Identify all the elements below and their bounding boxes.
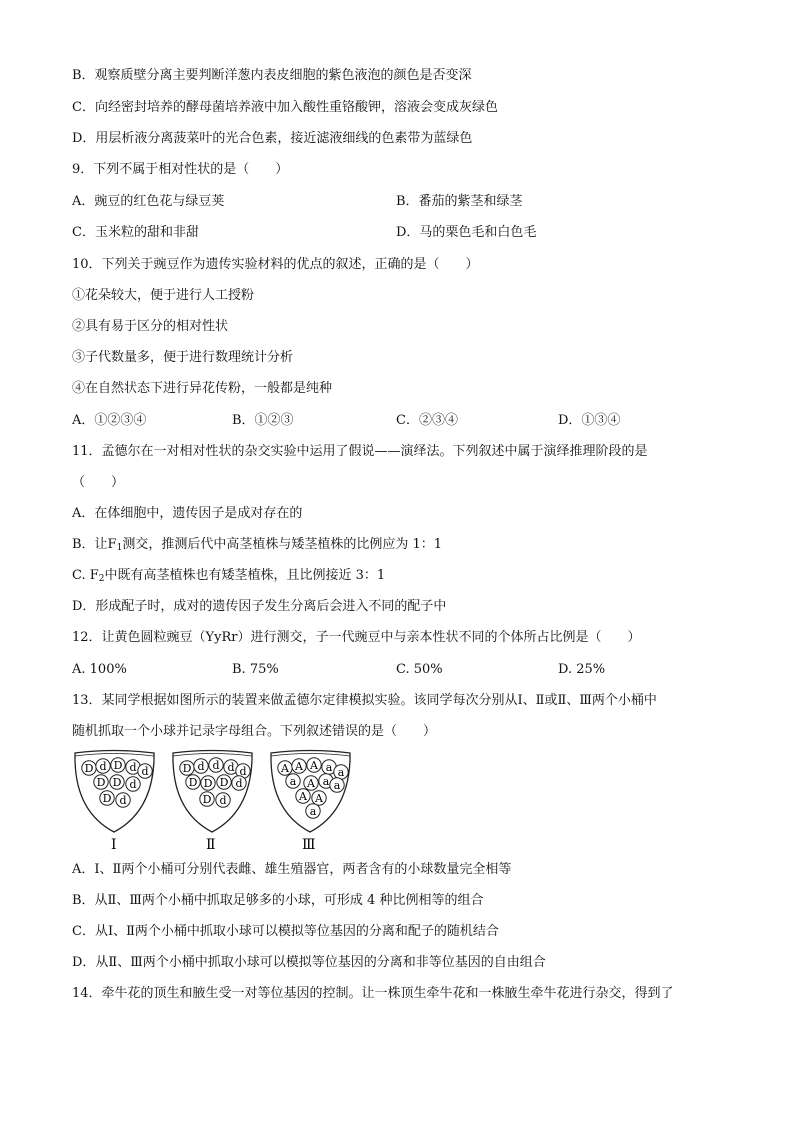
bucket-3 bbox=[271, 751, 350, 853]
ball-letter: D bbox=[188, 776, 198, 789]
q8-option-b: B．观察质壁分离主要判断洋葱内表皮细胞的紫色液泡的颜色是否变深 bbox=[72, 68, 472, 83]
ball-letter: D bbox=[182, 762, 192, 775]
ball-letter: a bbox=[322, 775, 330, 788]
ball-letter: A bbox=[299, 790, 307, 803]
ball-letter: d bbox=[235, 777, 243, 790]
ball-letter: d bbox=[227, 761, 235, 774]
q13-stem-cont: 随机抓取一个小球并记录字母组合。下列叙述错误的是（ ） bbox=[72, 724, 437, 739]
ball-letter: a bbox=[289, 775, 297, 788]
ball-letter: D bbox=[84, 762, 94, 775]
ball-letter: d bbox=[99, 760, 107, 773]
q13-stem: 13．某同学根据如图所示的装置来做孟德尔定律模拟实验。该同学每次分别从Ⅰ、Ⅱ或Ⅱ、Ⅲ两个小桶中 bbox=[72, 693, 657, 708]
q10-item-2: ②具有易于区分的相对性状 bbox=[72, 319, 229, 334]
q12-stem: 12．让黄色圆粒豌豆（YyRr）进行测交，子一代豌豆中与亲本性状不同的个体所占比例是（ ） bbox=[72, 630, 641, 645]
ball-letter: A bbox=[295, 760, 303, 773]
bucket-2 bbox=[173, 751, 252, 853]
q11-option-b: B．让$F_1$测交，推测后代中高茎植株与矮茎植株的比例应为 1：1 bbox=[72, 537, 442, 553]
bucket-1-label: Ⅰ bbox=[111, 837, 117, 852]
bucket-1 bbox=[75, 751, 154, 853]
q10-item-3: ③子代数量多，便于进行数理统计分析 bbox=[72, 350, 294, 365]
q11-stem-cont: （ ） bbox=[72, 475, 125, 490]
bucket-figure bbox=[72, 748, 372, 852]
q13-option-a: A．Ⅰ、Ⅱ两个小桶可分别代表雌、雄生殖器官，两者含有的小球数量完全相等 bbox=[72, 862, 512, 877]
q10-option-c: C．②③④ bbox=[396, 413, 458, 428]
ball-letter: a bbox=[325, 761, 333, 774]
ball-letter: D bbox=[96, 776, 106, 789]
q13-option-b: B．从Ⅱ、Ⅲ两个小桶中抓取足够多的小球，可形成 4 种比例相等的组合 bbox=[72, 893, 484, 908]
ball-letter: A bbox=[307, 777, 315, 790]
q13-option-d: D．从Ⅱ、Ⅲ两个小桶中抓取小球可以模拟等位基因的分离和非等位基因的自由组合 bbox=[72, 955, 546, 970]
ball-letter: D bbox=[102, 792, 112, 805]
q8-option-c: C．向经密封培养的酵母菌培养液中加入酸性重铬酸钾，溶液会变成灰绿色 bbox=[72, 100, 498, 115]
q10-item-4: ④在自然状态下进行异花传粉，一般都是纯种 bbox=[72, 381, 333, 396]
ball-letter: D bbox=[219, 776, 229, 789]
q9-option-d: D．马的栗色毛和白色毛 bbox=[396, 225, 537, 240]
q10-option-d: D．①③④ bbox=[558, 413, 621, 428]
q11-option-c: C. $F_2$中既有高茎植株也有矮茎植株，且比例接近 3：1 bbox=[72, 568, 386, 584]
bucket-2-label: Ⅱ bbox=[206, 837, 216, 852]
q9-option-b: B．番茄的紫茎和绿茎 bbox=[396, 194, 523, 209]
q9-option-c: C．玉米粒的甜和非甜 bbox=[72, 225, 199, 240]
ball-letter: A bbox=[310, 759, 318, 772]
ball-letter: A bbox=[315, 792, 323, 805]
ball-letter: D bbox=[203, 777, 213, 790]
q11-stem: 11．孟德尔在一对相对性状的杂交实验中运用了假说——演绎法。下列叙述中属于演绎推理阶段的是 bbox=[72, 444, 648, 459]
ball-letter: d bbox=[129, 778, 137, 791]
q12-option-c: C. 50% bbox=[396, 662, 443, 677]
ball-letter: d bbox=[239, 765, 247, 778]
ball-letter: D bbox=[202, 793, 212, 806]
ball-letter: d bbox=[141, 765, 149, 778]
ball-letter: a bbox=[309, 805, 317, 818]
q10-item-1: ①花朵较大，便于进行人工授粉 bbox=[72, 288, 255, 303]
q11-option-a: A．在体细胞中，遗传因子是成对存在的 bbox=[72, 506, 303, 521]
q13-option-c: C．从Ⅰ、Ⅱ两个小桶中抓取小球可以模拟等位基因的分离和配子的随机结合 bbox=[72, 924, 499, 939]
q10-option-b: B．①②③ bbox=[232, 413, 294, 428]
q10-option-a: A．①②③④ bbox=[72, 413, 147, 428]
q9-stem: 9．下列不属于相对性状的是（ ） bbox=[72, 162, 289, 177]
ball-letter: a bbox=[333, 779, 341, 792]
ball-letter: d bbox=[129, 761, 137, 774]
ball-letter: D bbox=[112, 776, 122, 789]
ball-letter: a bbox=[337, 766, 345, 779]
q12-option-a: A. 100% bbox=[72, 662, 127, 677]
ball-letter: d bbox=[212, 759, 220, 772]
q10-stem: 10．下列关于豌豆作为遗传实验材料的优点的叙述，正确的是（ ） bbox=[72, 257, 479, 272]
ball-letter: d bbox=[119, 794, 127, 807]
q11-option-d: D．形成配子时，成对的遗传因子发生分离后会进入不同的配子中 bbox=[72, 599, 447, 614]
ball-letter: d bbox=[219, 794, 227, 807]
ball-letter: A bbox=[281, 762, 289, 775]
q9-option-a: A．豌豆的红色花与绿豆荚 bbox=[72, 194, 225, 209]
q12-option-b: B. 75% bbox=[232, 662, 279, 677]
q12-option-d: D. 25% bbox=[558, 662, 606, 677]
bucket-3-label: Ⅲ bbox=[302, 837, 316, 852]
q8-option-d: D．用层析液分离菠菜叶的光合色素，接近滤液细线的色素带为蓝绿色 bbox=[72, 131, 473, 146]
q14-stem: 14．牵牛花的顶生和腋生受一对等位基因的控制。让一株顶生牵牛花和一株腋生牵牛花进行杂交，得到了 bbox=[72, 986, 674, 1001]
ball-letter: D bbox=[113, 759, 123, 772]
ball-letter: d bbox=[197, 760, 205, 773]
